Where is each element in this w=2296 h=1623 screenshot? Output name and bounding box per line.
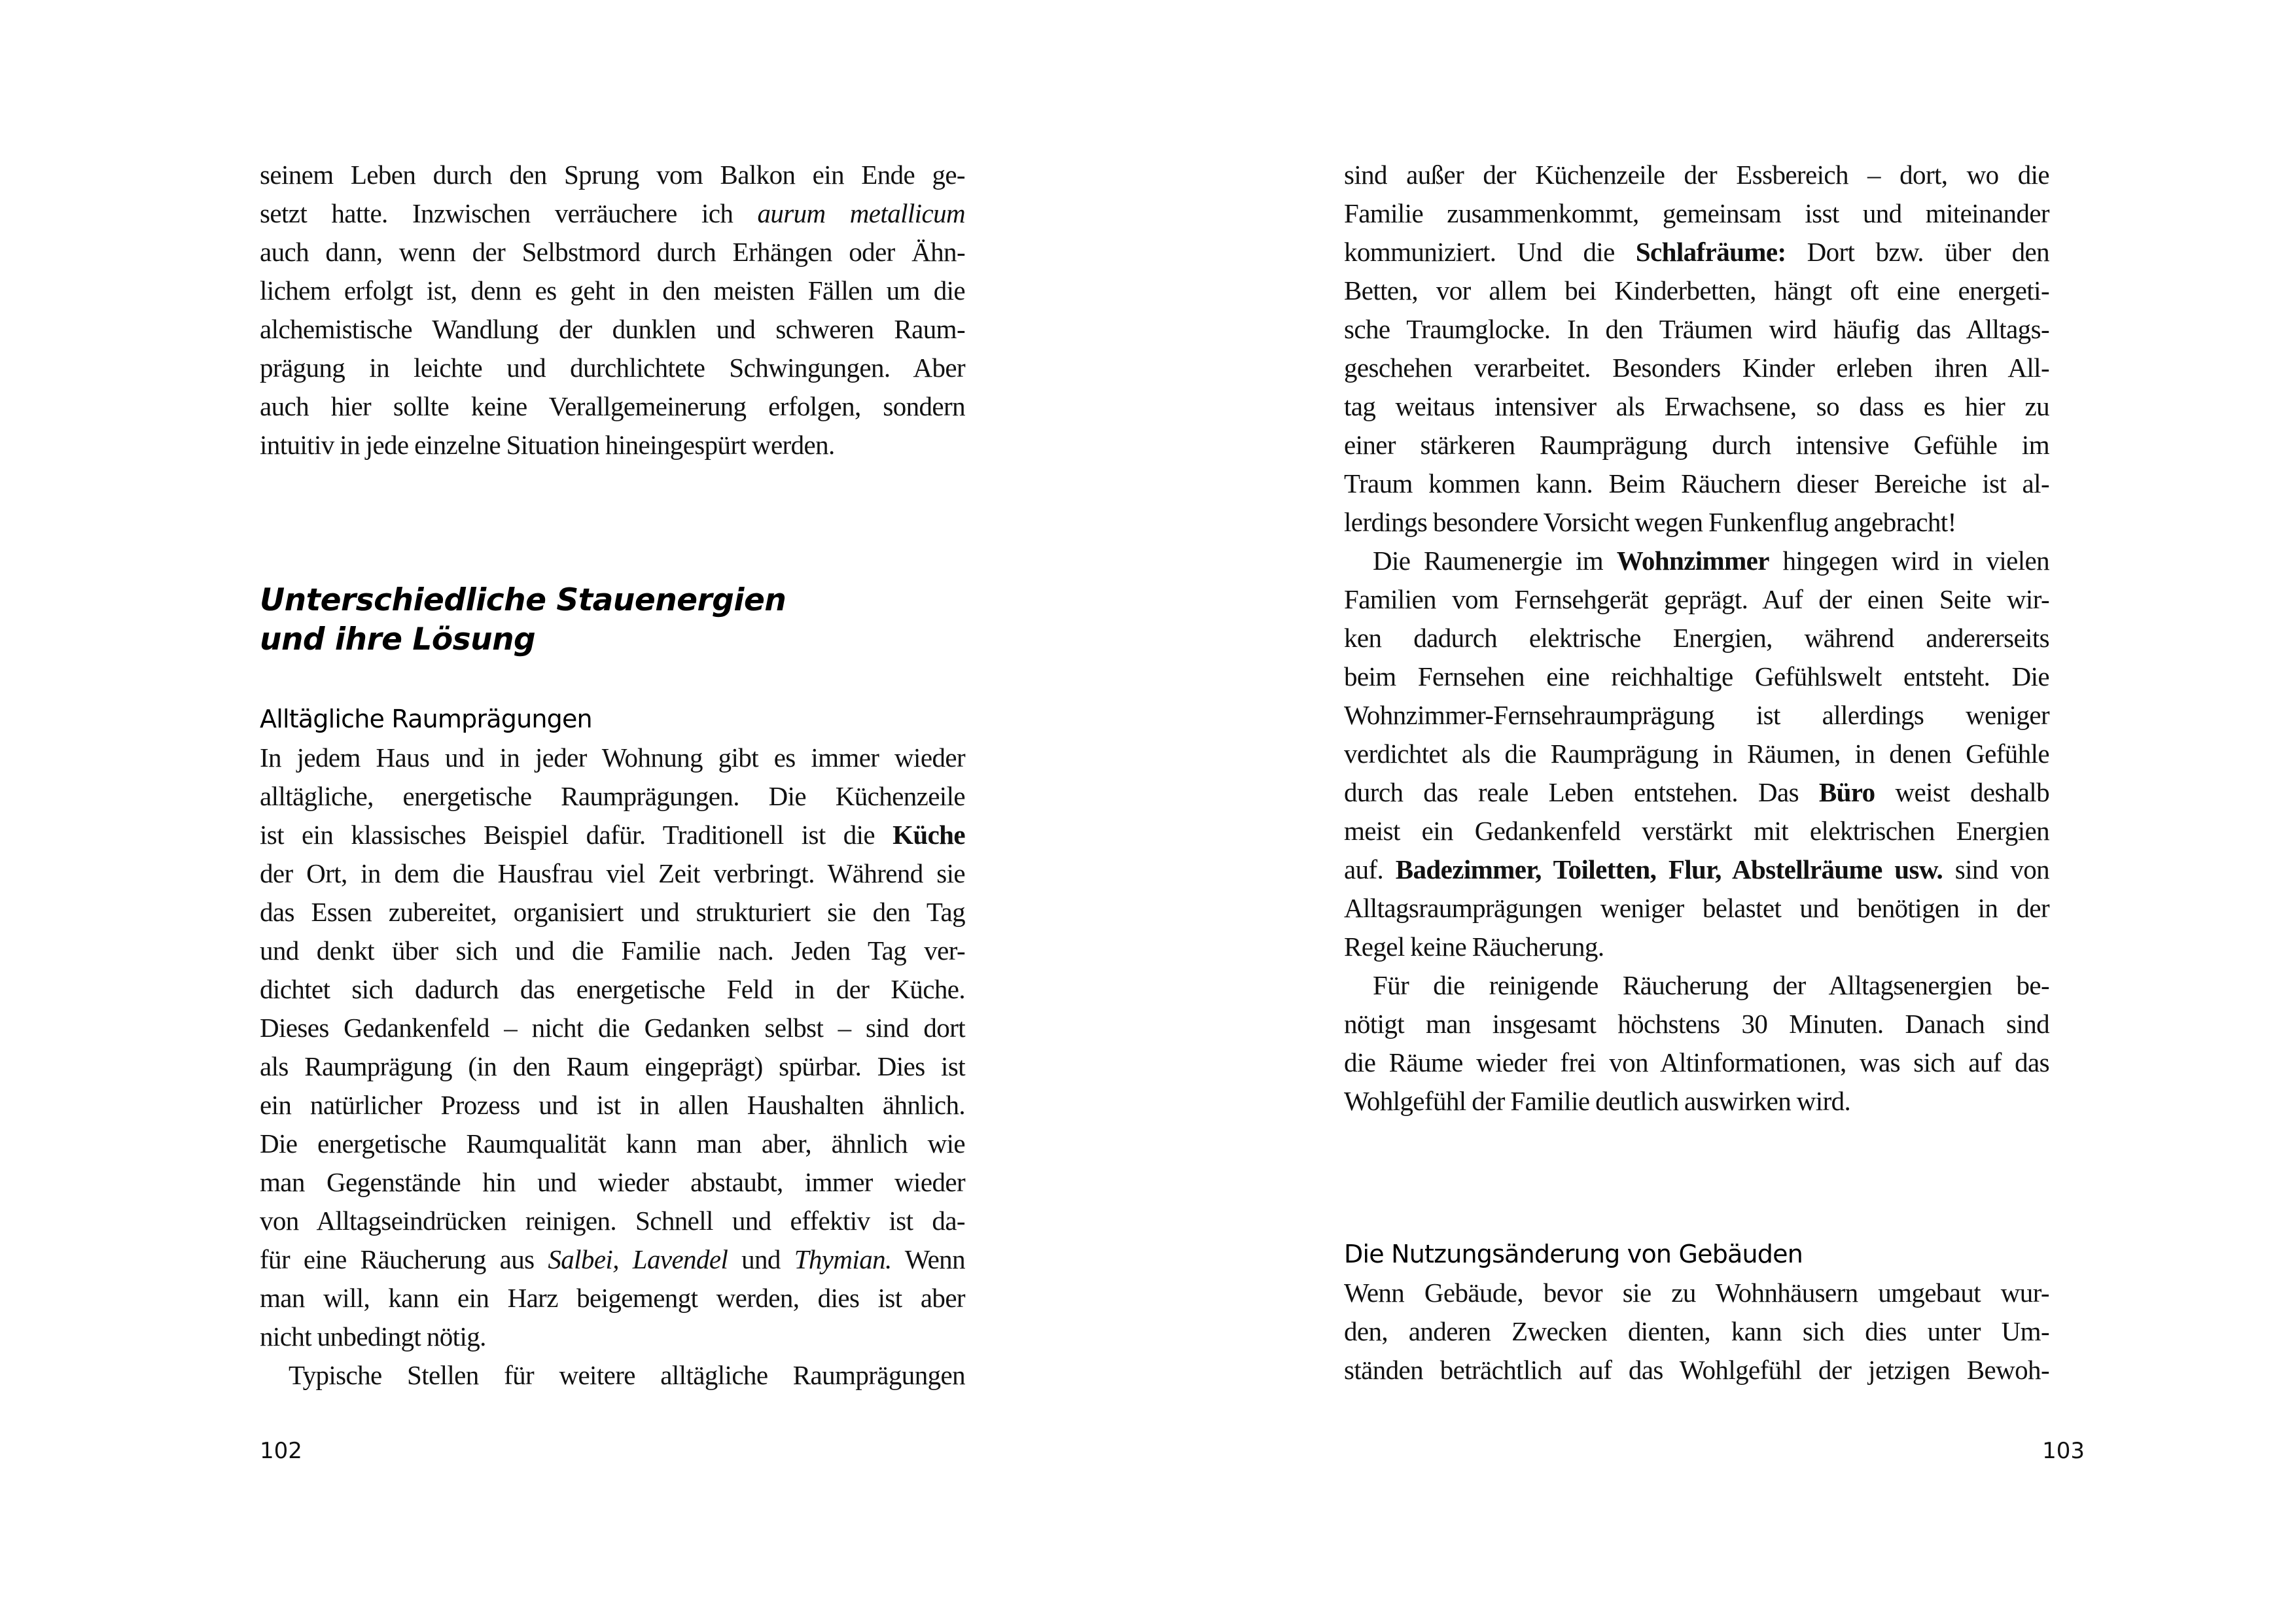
spacer (1344, 1121, 2049, 1235)
text-line: die Räume wieder frei von Altinformationen, was sich auf das (1344, 1047, 2049, 1077)
text-line: alchemistische Wandlung der dunklen und schweren Raum- (260, 314, 965, 344)
italic-term: Thymian. (794, 1244, 892, 1274)
text-line: Wenn Gebäude, bevor sie zu Wohnhäusern umgebaut wur- (1344, 1278, 2049, 1308)
text-line: Alltagsraumprägungen weniger belastet und benötigen in der (1344, 893, 2049, 923)
subheading: Die Nutzungsänderung von Gebäuden (1344, 1240, 1803, 1268)
intro-paragraph (260, 156, 965, 464)
left-text-column (260, 156, 965, 1395)
text-span: auf. (1344, 854, 1396, 884)
right-text-column (1344, 156, 2049, 1389)
text-line: alltägliche, energetische Raumprägungen. Die Küchenzeile (260, 781, 965, 811)
text-line: auch dann, wenn der Selbstmord durch Erhängen oder Ähn- (260, 237, 965, 267)
body-paragraph (260, 739, 965, 1395)
text-line: auch hier sollte keine Verallgemeinerung erfolgen, sondern (260, 391, 965, 421)
text-span: Wenn (891, 1244, 965, 1274)
spacer (260, 464, 965, 581)
bold-term: Küche (892, 820, 965, 850)
text-line: Dieses Gedankenfeld – nicht die Gedanken selbst – sind dort (260, 1013, 965, 1043)
text-line: Wohnzimmer-Fernsehraumprägung ist allerdings weniger (1344, 700, 2049, 730)
text-span: kommuniziert. Und die (1344, 237, 1636, 267)
text-line: Typische Stellen für weitere alltägliche Raumprägungen (289, 1360, 965, 1390)
spacer (260, 659, 965, 700)
text-line: als Raumprägung (in den Raum eingeprägt) spürbar. Dies ist (260, 1051, 965, 1081)
text-line: beim Fernsehen eine reichhaltige Gefühlswelt entsteht. Die (1344, 661, 2049, 691)
body-paragraph (1344, 542, 2049, 966)
text-span: hingegen wird in vielen (1769, 546, 2049, 576)
right-page (1148, 0, 2296, 1623)
section-heading (260, 581, 965, 659)
text-line (1344, 542, 2049, 580)
text-line: ken dadurch elektrische Energien, während andererseits (1344, 623, 2049, 653)
text-line: nötigt man insgesamt höchstens 30 Minuten. Danach sind (1344, 1009, 2049, 1039)
text-span: für eine Räucherung aus (260, 1244, 548, 1274)
text-line: prägung in leichte und durchlichtete Schwingungen. Aber (260, 353, 965, 383)
text-line: Wohlgefühl der Familie deutlich auswirken wird. (1344, 1086, 1851, 1116)
bold-term: Badezimmer, Toiletten, Flur, Abstellräume usw. (1395, 854, 1943, 884)
text-line: Betten, vor allem bei Kinderbetten, hängt oft eine energeti- (1344, 275, 2049, 305)
text-line (260, 194, 965, 233)
text-line: nicht unbedingt nötig. (260, 1321, 486, 1352)
text-line: tag weitaus intensiver als Erwachsene, so dass es hier zu (1344, 391, 2049, 421)
text-span: durch das reale Leben entstehen. Das (1344, 777, 1819, 807)
text-line (260, 1240, 965, 1279)
text-line: In jedem Haus und in jeder Wohnung gibt es immer wieder (260, 742, 965, 773)
text-line: das Essen zubereitet, organisiert und strukturiert sie den Tag (260, 897, 965, 927)
italic-term: Salbei, Lavendel (548, 1244, 728, 1274)
text-line: sind außer der Küchenzeile der Essbereich – dort, wo die (1344, 160, 2049, 190)
text-line: lerdings besondere Vorsicht wegen Funkenflug angebracht! (1344, 507, 1956, 537)
page-number: 102 (260, 1438, 302, 1464)
text-line: sche Traumglocke. In den Träumen wird häufig das Alltags- (1344, 314, 2049, 344)
bold-term: Wohnzimmer (1616, 546, 1769, 576)
text-span: setzt hatte. Inzwischen verräuchere ich (260, 198, 758, 228)
text-line: ein natürlicher Prozess und ist in allen Haushalten ähnlich. (260, 1090, 965, 1120)
text-line: seinem Leben durch den Sprung vom Balkon ein Ende ge- (260, 160, 965, 190)
text-line (260, 816, 965, 854)
text-line (1344, 773, 2049, 812)
text-line: man Gegenstände hin und wieder abstaubt, immer wieder (260, 1167, 965, 1197)
text-span: ist ein klassisches Beispiel dafür. Traditionell ist die (260, 820, 893, 850)
section-heading-line: Unterschiedliche Stauenergien (260, 582, 786, 618)
text-line: intuitiv in jede einzelne Situation hineingespürt werden. (260, 430, 835, 460)
text-line: von Alltagseindrücken reinigen. Schnell und effektiv ist da- (260, 1206, 965, 1236)
text-line (1344, 233, 2049, 271)
body-paragraph (1344, 966, 2049, 1121)
text-line: Die energetische Raumqualität kann man aber, ähnlich wie (260, 1128, 965, 1159)
text-line: Für die reinigende Räucherung der Alltagsenergien be- (1373, 970, 2049, 1000)
text-line: verdichtet als die Raumprägung in Räumen, in denen Gefühle (1344, 739, 2049, 769)
text-line: Familie zusammenkommt, gemeinsam isst und miteinander (1344, 198, 2049, 228)
text-line: ständen beträchtlich auf das Wohlgefühl der jetzigen Bewoh- (1344, 1355, 2049, 1385)
text-span: weist deshalb (1875, 777, 2049, 807)
text-line: der Ort, in dem die Hausfrau viel Zeit verbringt. Während sie (260, 858, 965, 888)
text-span: und (728, 1244, 794, 1274)
text-line: und denkt über sich und die Familie nach. Jeden Tag ver- (260, 935, 965, 966)
page-number: 103 (2042, 1438, 2085, 1464)
body-paragraph (1344, 1274, 2049, 1389)
text-span: sind von (1943, 854, 2049, 884)
text-line: den, anderen Zwecken dienten, kann sich dies unter Um- (1344, 1316, 2049, 1346)
text-line: einer stärkeren Raumprägung durch intensive Gefühle im (1344, 430, 2049, 460)
text-line: man will, kann ein Harz beigemengt werden, dies ist aber (260, 1283, 965, 1313)
text-line: lichem erfolgt ist, denn es geht in den meisten Fällen um die (260, 275, 965, 305)
text-line (1344, 850, 2049, 889)
text-span: Die Raumenergie im (1373, 546, 1617, 576)
text-line: meist ein Gedankenfeld verstärkt mit elektrischen Energien (1344, 816, 2049, 846)
text-line: Regel keine Räucherung. (1344, 932, 1604, 962)
bold-term: Schlafräume: (1635, 237, 1786, 267)
section-heading-line: und ihre Lösung (260, 621, 536, 657)
text-line: dichtet sich dadurch das energetische Feld in der Küche. (260, 974, 965, 1004)
text-line: Familien vom Fernsehgerät geprägt. Auf der einen Seite wir- (1344, 584, 2049, 614)
body-paragraph (1344, 156, 2049, 542)
bold-term: Büro (1818, 777, 1875, 807)
text-line: geschehen verarbeitet. Besonders Kinder erleben ihren All- (1344, 353, 2049, 383)
italic-term: aurum metallicum (757, 198, 965, 228)
text-span: Dort bzw. über den (1786, 237, 2049, 267)
subheading: Alltägliche Raumprägungen (260, 705, 592, 733)
text-line: Traum kommen kann. Beim Räuchern dieser Bereiche ist al- (1344, 468, 2049, 498)
